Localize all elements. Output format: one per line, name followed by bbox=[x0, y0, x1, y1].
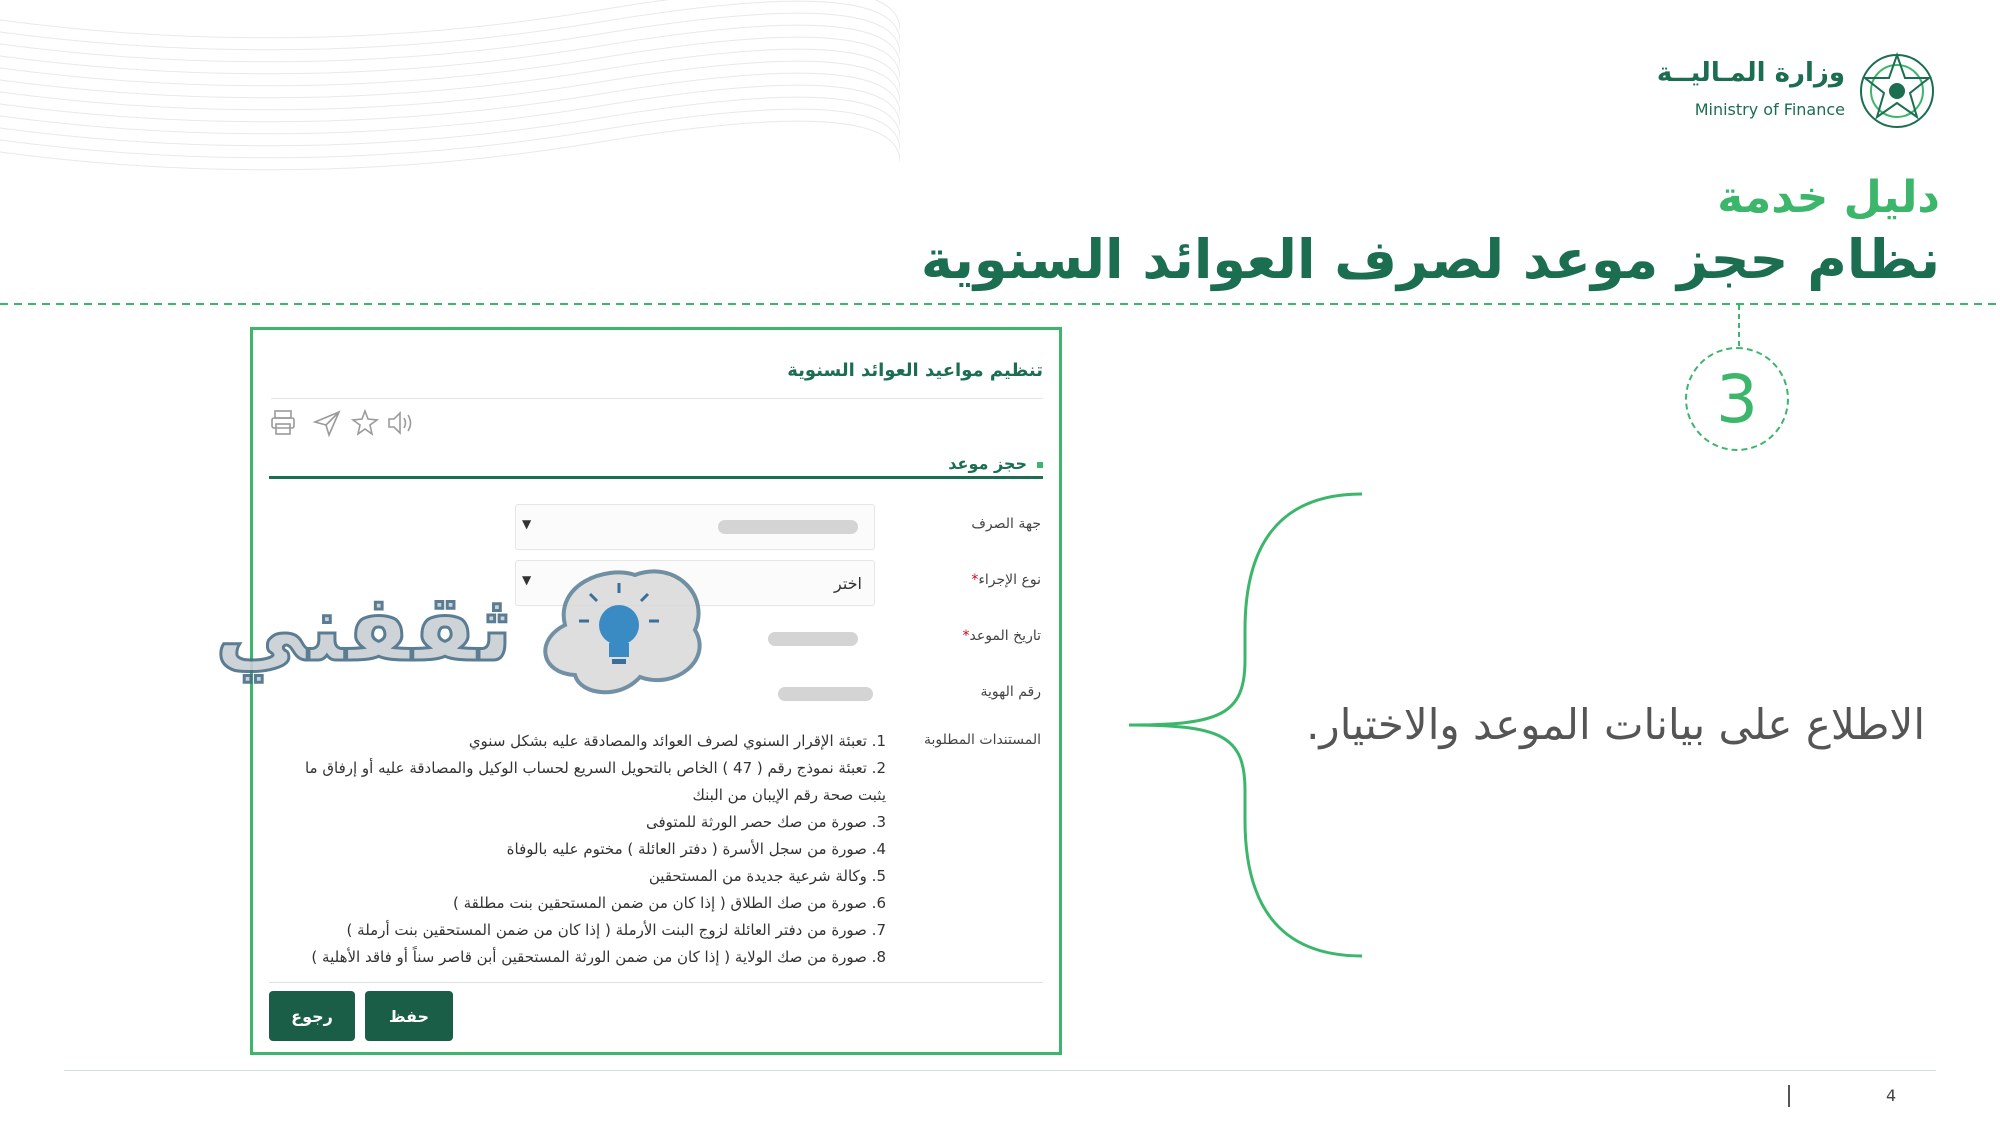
section-bullet-icon bbox=[1037, 462, 1043, 468]
form-title: تنظيم مواعيد العوائد السنوية bbox=[787, 360, 1043, 381]
required-marker: * bbox=[971, 572, 979, 588]
service-guide-label: دليل خدمة bbox=[1717, 172, 1940, 223]
appointment-date-label bbox=[963, 628, 1042, 644]
list-item: يثبت صحة رقم الإيبان من البنك bbox=[692, 786, 886, 804]
chevron-down-icon: ▼ bbox=[522, 573, 532, 587]
id-number-redacted-value bbox=[778, 687, 873, 701]
page-number: 4 bbox=[1886, 1086, 1897, 1105]
footer-divider bbox=[64, 1070, 1936, 1071]
background-wave-lines bbox=[0, 0, 900, 200]
ministry-name-arabic: وزارة المـاليــة bbox=[1656, 58, 1845, 88]
list-item: 7. صورة من دفتر العائلة لزوج البنت الأرملة ( إذا كان من ضمن المستحقين بنت أرملة ) bbox=[346, 921, 886, 939]
chevron-down-icon: ▼ bbox=[522, 517, 532, 531]
list-item: 5. وكالة شرعية جديدة من المستحقين bbox=[648, 867, 886, 885]
star-icon[interactable] bbox=[353, 411, 377, 434]
exchange-entity-label: جهة الصرف bbox=[971, 516, 1041, 532]
list-item: 4. صورة من سجل الأسرة ( دفتر العائلة ) مختوم عليه بالوفاة bbox=[506, 840, 886, 858]
list-item: 8. صورة من صك الولاية ( إذا كان من ضمن الورثة المستحقين أبن قاصر سناً أو فاقد الأهلية ) bbox=[311, 948, 886, 966]
section-divider bbox=[269, 476, 1043, 479]
lightbulb-bubble-icon bbox=[535, 565, 715, 705]
ministry-emblem-icon bbox=[1854, 48, 1940, 134]
list-item: 2. تعبئة نموذج رقم ( 47 ) الخاص بالتحويل السريع لحساب الوكيل والمصادقة عليه أو إرفاق ما bbox=[304, 759, 886, 777]
list-item: 1. تعبئة الإقرار السنوي لصرف العوائد والمصادقة عليه بشكل سنوي bbox=[468, 732, 886, 750]
watermark bbox=[215, 555, 715, 705]
required-documents-list bbox=[246, 728, 886, 971]
section-heading-text: حجز موعد bbox=[948, 454, 1027, 473]
ministry-logo bbox=[1656, 48, 1940, 138]
procedure-type-value: اختر bbox=[834, 574, 862, 593]
required-documents-label: المستندات المطلوبة bbox=[923, 732, 1041, 748]
slide-title: نظام حجز موعد لصرف العوائد السنوية bbox=[920, 228, 1940, 291]
step-description: الاطلاع على بيانات الموعد والاختيار. bbox=[1306, 700, 1925, 749]
print-icon[interactable] bbox=[272, 411, 294, 434]
step-number-badge: 3 bbox=[1685, 347, 1789, 451]
save-button[interactable]: حفظ bbox=[365, 991, 453, 1041]
form-toolbar bbox=[271, 408, 421, 438]
step-connector bbox=[1738, 305, 1740, 347]
form-footer-divider bbox=[269, 982, 1043, 983]
appointment-date-label-text: تاريخ الموعد bbox=[969, 628, 1041, 644]
book-appointment-heading bbox=[948, 454, 1043, 473]
page-number-separator bbox=[1788, 1085, 1790, 1107]
id-number-label: رقم الهوية bbox=[980, 684, 1041, 700]
required-marker: * bbox=[962, 628, 970, 644]
speaker-icon[interactable] bbox=[389, 413, 411, 433]
form-title-divider bbox=[271, 398, 1043, 399]
redacted-value bbox=[718, 520, 858, 534]
procedure-type-label bbox=[971, 572, 1041, 588]
redacted-value bbox=[768, 632, 858, 646]
list-item: 6. صورة من صك الطلاق ( إذا كان من ضمن المستحقين بنت مطلقة ) bbox=[453, 894, 886, 912]
back-button[interactable]: رجوع bbox=[269, 991, 355, 1041]
send-icon[interactable] bbox=[315, 412, 339, 435]
list-item: 3. صورة من صك حصر الورثة للمتوفى bbox=[645, 813, 886, 831]
header-divider bbox=[0, 303, 2000, 305]
watermark-text: ثقفني bbox=[215, 575, 513, 682]
exchange-entity-select[interactable] bbox=[515, 504, 875, 550]
procedure-type-label-text: نوع الإجراء bbox=[978, 572, 1041, 588]
ministry-name-english: Ministry of Finance bbox=[1694, 100, 1845, 119]
